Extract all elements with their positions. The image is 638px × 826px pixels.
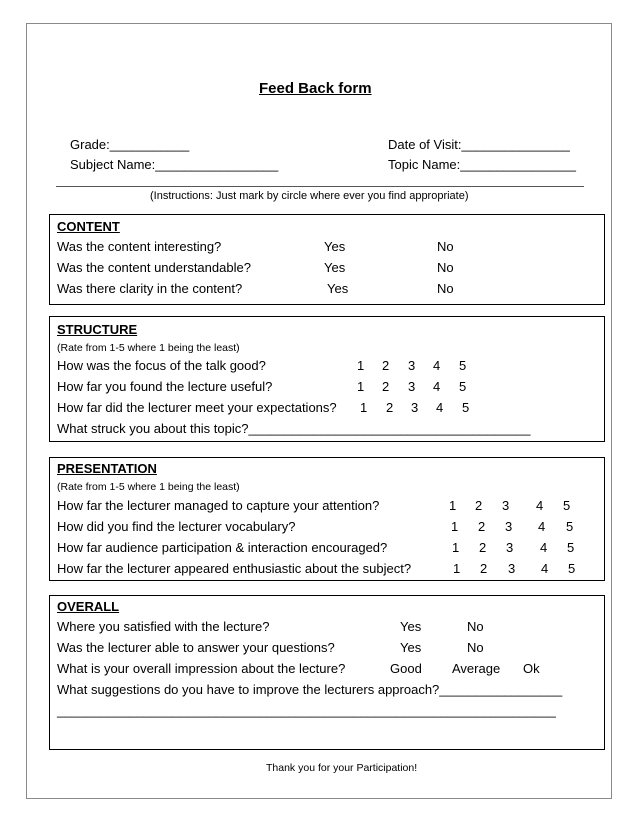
rating-4[interactable]: 4 [541, 561, 549, 576]
rating-5[interactable]: 5 [459, 358, 467, 373]
rating-1[interactable]: 1 [357, 358, 365, 373]
ok-option[interactable]: Ok [523, 661, 540, 676]
rating-3[interactable]: 3 [506, 540, 514, 555]
overall-title: OVERALL [57, 599, 120, 614]
rating-3[interactable]: 3 [408, 358, 416, 373]
presentation-question: How did you find the lecturer vocabulary? [57, 519, 296, 534]
instructions: (Instructions: Just mark by circle where ever you find appropriate) [150, 190, 469, 202]
rating-1[interactable]: 1 [357, 379, 365, 394]
no-option[interactable]: No [437, 281, 454, 296]
no-option[interactable]: No [467, 640, 484, 655]
rating-note: (Rate from 1-5 where 1 being the least) [57, 342, 240, 354]
rating-3[interactable]: 3 [508, 561, 516, 576]
no-option[interactable]: No [467, 619, 484, 634]
rating-5[interactable]: 5 [459, 379, 467, 394]
rating-2[interactable]: 2 [479, 540, 487, 555]
rating-1[interactable]: 1 [449, 498, 457, 513]
rating-1[interactable]: 1 [452, 540, 460, 555]
no-option[interactable]: No [437, 239, 454, 254]
content-question: Was the content interesting? [57, 239, 222, 254]
rating-3[interactable]: 3 [408, 379, 416, 394]
rating-1[interactable]: 1 [453, 561, 461, 576]
rating-2[interactable]: 2 [475, 498, 483, 513]
rating-3[interactable]: 3 [502, 498, 510, 513]
form-title: Feed Back form [259, 80, 372, 97]
rating-note: (Rate from 1-5 where 1 being the least) [57, 481, 240, 493]
overall-question: Where you satisfied with the lecture? [57, 619, 270, 634]
content-title: CONTENT [57, 219, 120, 234]
topic-name-field[interactable]: Topic Name:________________ [388, 157, 576, 172]
subject-name-field[interactable]: Subject Name:_________________ [70, 157, 279, 172]
rating-4[interactable]: 4 [540, 540, 548, 555]
content-question: Was the content understandable? [57, 260, 251, 275]
suggestions-line[interactable]: _____________________________________________________________________ [57, 703, 556, 718]
rating-2[interactable]: 2 [382, 379, 390, 394]
presentation-question: How far the lecturer appeared enthusiastic about the subject? [57, 561, 412, 576]
suggestions-field[interactable]: What suggestions do you have to improve the lecturers approach?_________________ [57, 682, 563, 697]
rating-3[interactable]: 3 [505, 519, 513, 534]
presentation-title: PRESENTATION [57, 461, 157, 476]
average-option[interactable]: Average [452, 661, 501, 676]
date-of-visit-field[interactable]: Date of Visit:_______________ [388, 137, 570, 152]
yes-option[interactable]: Yes [324, 260, 346, 275]
presentation-question: How far audience participation & interaction encouraged? [57, 540, 388, 555]
content-question: Was there clarity in the content? [57, 281, 243, 296]
rating-5[interactable]: 5 [566, 519, 574, 534]
rating-2[interactable]: 2 [386, 400, 394, 415]
no-option[interactable]: No [437, 260, 454, 275]
rating-4[interactable]: 4 [433, 358, 441, 373]
overall-question: What is your overall impression about the lecture? [57, 661, 346, 676]
rating-4[interactable]: 4 [536, 498, 544, 513]
structure-title: STRUCTURE [57, 322, 138, 337]
structure-question: How was the focus of the talk good? [57, 358, 266, 373]
rating-5[interactable]: 5 [563, 498, 571, 513]
rating-4[interactable]: 4 [436, 400, 444, 415]
presentation-question: How far the lecturer managed to capture your attention? [57, 498, 380, 513]
rating-2[interactable]: 2 [480, 561, 488, 576]
thanks-note: Thank you for your Participation! [266, 762, 418, 774]
rating-4[interactable]: 4 [433, 379, 441, 394]
open-question-field[interactable]: What struck you about this topic?_______________________________________ [57, 421, 531, 436]
yes-option[interactable]: Yes [324, 239, 346, 254]
structure-question: How far did the lecturer meet your expectations? [57, 400, 337, 415]
yes-option[interactable]: Yes [400, 640, 422, 655]
yes-option[interactable]: Yes [400, 619, 422, 634]
divider [56, 186, 584, 187]
rating-3[interactable]: 3 [411, 400, 419, 415]
grade-field[interactable]: Grade:___________ [70, 137, 190, 152]
structure-question: How far you found the lecture useful? [57, 379, 273, 394]
yes-option[interactable]: Yes [327, 281, 349, 296]
overall-question: Was the lecturer able to answer your questions? [57, 640, 335, 655]
rating-5[interactable]: 5 [567, 540, 575, 555]
good-option[interactable]: Good [390, 661, 422, 676]
rating-5[interactable]: 5 [568, 561, 576, 576]
rating-1[interactable]: 1 [451, 519, 459, 534]
rating-1[interactable]: 1 [360, 400, 368, 415]
rating-5[interactable]: 5 [462, 400, 470, 415]
rating-2[interactable]: 2 [382, 358, 390, 373]
rating-2[interactable]: 2 [478, 519, 486, 534]
rating-4[interactable]: 4 [538, 519, 546, 534]
